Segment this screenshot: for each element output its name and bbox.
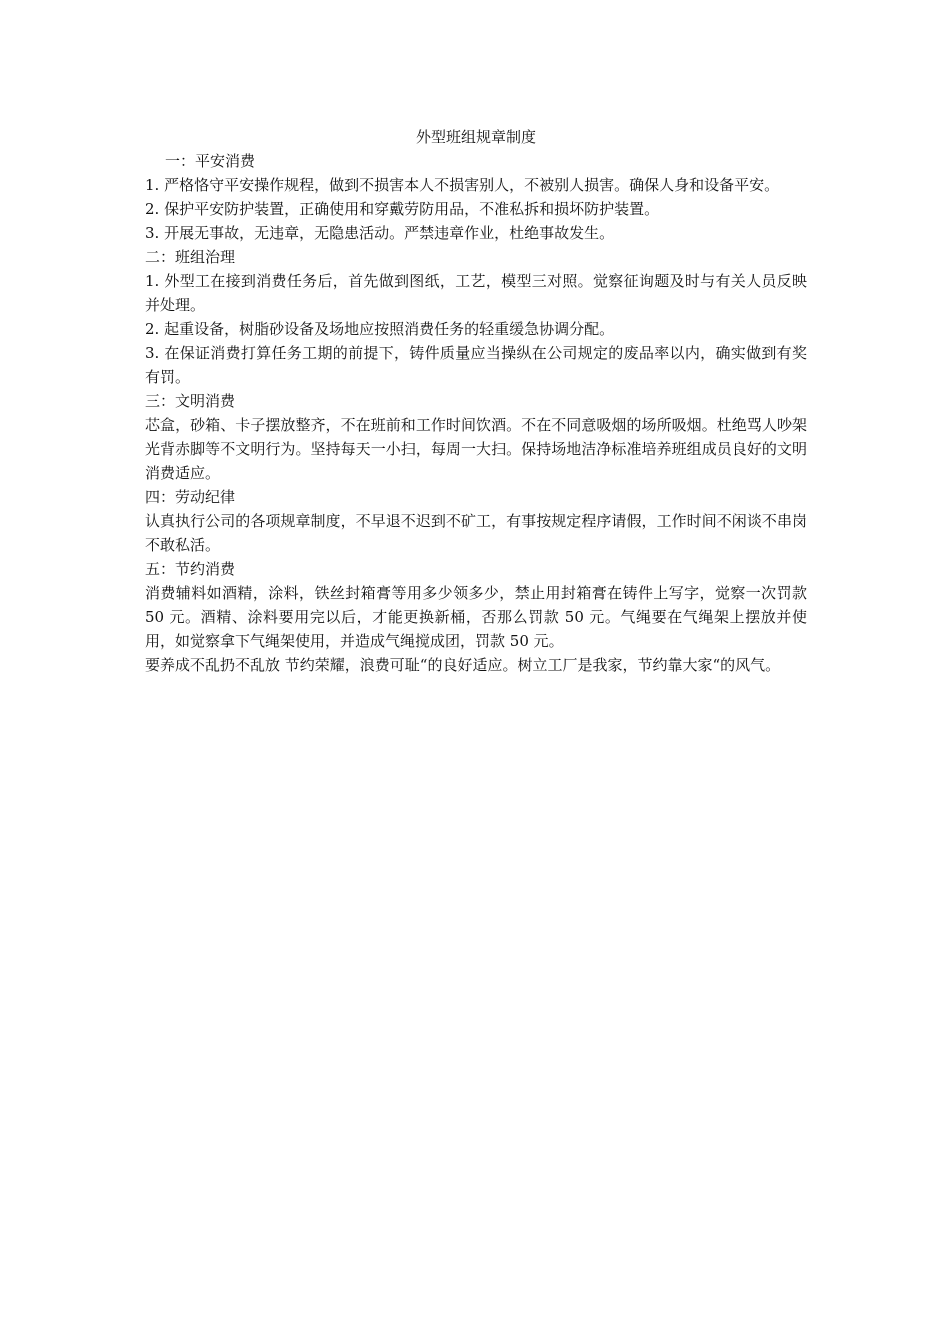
paragraph: 2. 保护平安防护装置，正确使用和穿戴劳防用品，不准私拆和损坏防护装置。 — [145, 200, 660, 218]
paragraph: 3. 在保证消费打算任务工期的前提下，铸件质量应当操纵在公司规定的废品率以内，确实做到有奖有罚。 — [145, 344, 807, 386]
section-heading: 三：文明消费 — [145, 392, 236, 410]
paragraph: 芯盒，砂箱、卡子摆放整齐，不在班前和工作时间饮酒。不在不同意吸烟的场所吸烟。杜绝骂人吵架光背赤脚等不文明行为。坚持每天一小扫，每周一大扫。保持场地洁净标准培养班组成员良好的文明消费适应。 — [145, 416, 807, 482]
section-heading: 四：劳动纪律 — [145, 488, 236, 506]
paragraph: 1. 外型工在接到消费任务后，首先做到图纸，工艺，模型三对照。觉察征询题及时与有关人员反映并处理。 — [145, 272, 807, 314]
section-heading: 二：班组治理 — [145, 248, 236, 266]
paragraph: 2. 起重设备，树脂砂设备及场地应按照消费任务的轻重缓急协调分配。 — [145, 320, 615, 338]
paragraph: 3. 开展无事故，无违章，无隐患活动。严禁违章作业，杜绝事故发生。 — [145, 224, 615, 242]
paragraph: 消费辅料如酒精，涂料，铁丝封箱膏等用多少领多少，禁止用封箱膏在铸件上写字，觉察一次罚款 50 元。酒精、涂料要用完以后，才能更换新桶，否那么罚款 50 元。气绳要在气绳架上摆放并使用，如觉察拿下气绳架使用，并造成气绳搅成团，罚款 50 元。 — [145, 584, 807, 650]
paragraph: 认真执行公司的各项规章制度，不早退不迟到不矿工，有事按规定程序请假，工作时间不闲谈不串岗不敢私活。 — [145, 512, 807, 554]
section-civilized-production — [145, 389, 807, 485]
section-heading: 一：平安消费 — [165, 152, 256, 170]
section-safety — [145, 149, 807, 245]
document-page — [145, 125, 807, 677]
section-team-management — [145, 245, 807, 389]
paragraph: 要养成不乱扔不乱放 节约荣耀，浪费可耻“的良好适应。树立工厂是我家，节约靠大家“的风气。 — [145, 656, 781, 674]
document-title: 外型班组规章制度 — [415, 128, 536, 146]
paragraph: 1. 严格恪守平安操作规程，做到不损害本人不损害别人，不被别人损害。确保人身和设备平安。 — [145, 176, 780, 194]
section-heading: 五：节约消费 — [145, 560, 236, 578]
section-labor-discipline — [145, 485, 807, 557]
section-economy — [145, 557, 807, 677]
